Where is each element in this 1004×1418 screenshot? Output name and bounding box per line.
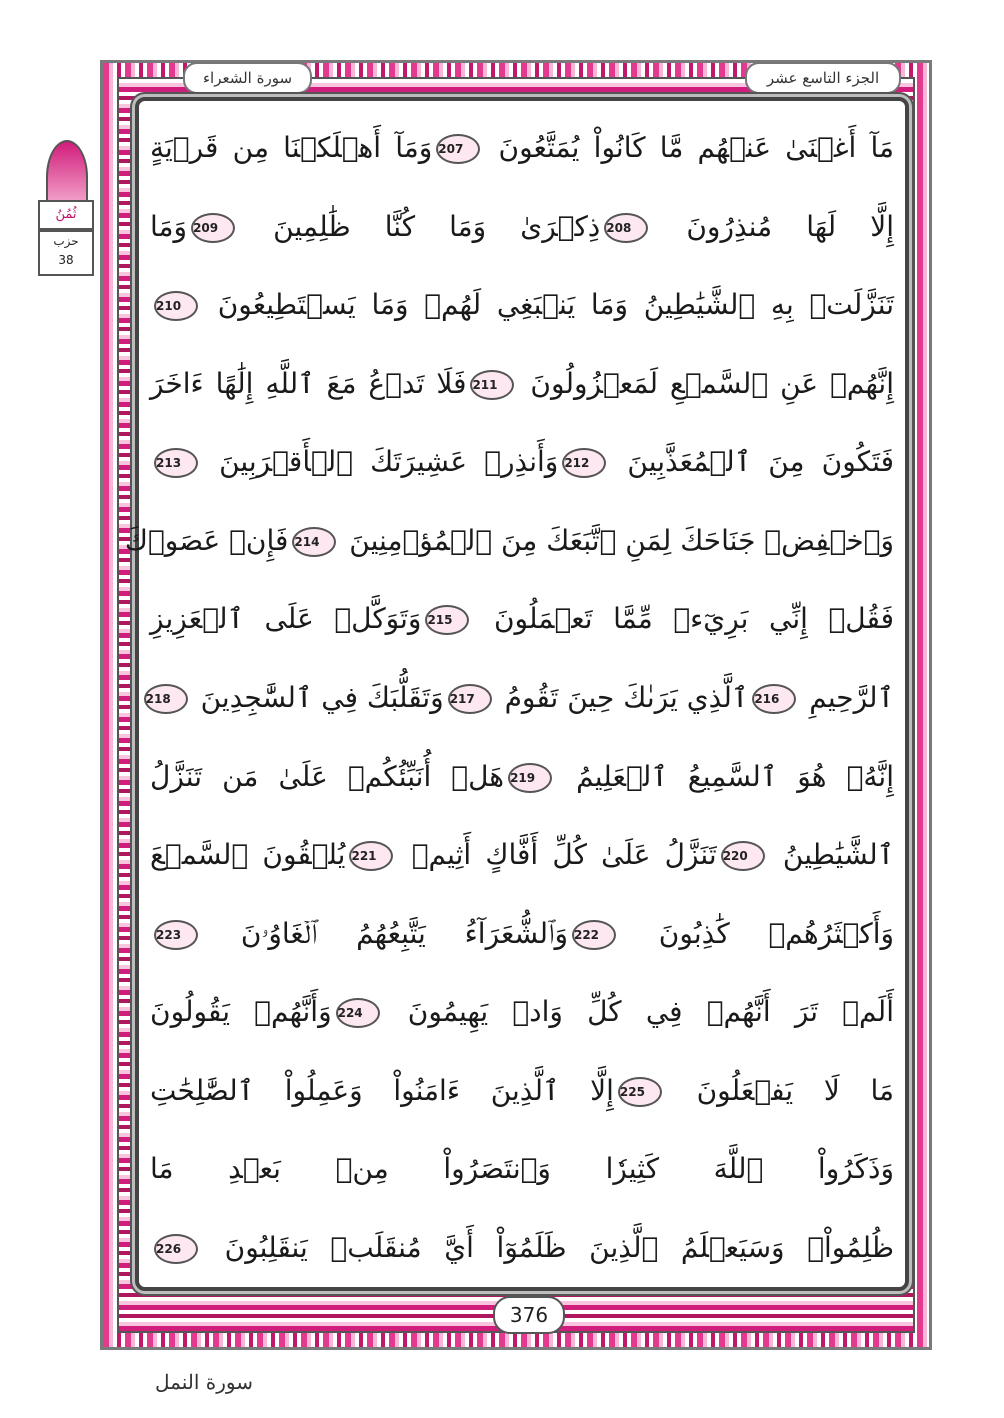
next-surah-catchword: سورة النمل xyxy=(155,1370,253,1394)
text-line xyxy=(150,354,894,414)
verse-text: تَنَزَّلَتۡ بِهِ ٱلشَّيَٰطِينُ وَمَا يَنۢبَغِي لَهُمۡ وَمَا يَسۡتَطِيعُونَ xyxy=(202,288,894,322)
verse-text: إِنَّهُمۡ عَنِ ٱلسَّمۡعِ لَمَعۡزُولُونَ xyxy=(518,366,894,400)
verse-text: فَتَكُونَ مِنَ ٱلۡمُعَذَّبِينَ xyxy=(610,445,894,479)
hizb-number: 38 xyxy=(58,253,74,267)
ayah-number-icon: 210 xyxy=(154,291,198,321)
ayah-number-icon: 215 xyxy=(425,605,469,635)
ayah-number-icon: 211 xyxy=(470,370,514,400)
text-line xyxy=(150,197,894,257)
text-line xyxy=(150,904,894,964)
verse-text: وَٱلشُّعَرَآءُ يَتَّبِعُهُمُ ٱلۡغَاوُۥنَ xyxy=(202,916,568,950)
verse-text: فَإِنۡ عَصَوۡكَ xyxy=(124,523,289,557)
text-line xyxy=(150,432,894,492)
verse-text: هَلۡ أُنَبِّئُكُمۡ عَلَىٰ مَن تَنَزَّلُ xyxy=(150,759,505,793)
ayah-number-icon: 207 xyxy=(436,134,480,164)
verse-text: تَنَزَّلُ عَلَىٰ كُلِّ أَفَّاكٍ أَثِيمٖ xyxy=(397,838,717,872)
juz-header: الجزء التاسع عشر xyxy=(745,62,901,94)
text-line xyxy=(145,668,894,728)
page-number: 376 xyxy=(493,1296,565,1334)
verse-text: وَمَا xyxy=(150,209,188,243)
verse-text: وَتَقَلُّبَكَ فِي ٱلسَّٰجِدِينَ xyxy=(191,680,444,714)
verse-text: يُلۡقُونَ ٱلسَّمۡعَ xyxy=(150,838,346,872)
verse-text: وَٱخۡفِضۡ جَنَاحَكَ لِمَنِ ٱتَّبَعَكَ مِنَ ٱلۡمُؤۡمِنِينَ xyxy=(340,523,894,557)
hizb-label: حزب xyxy=(53,234,79,248)
verse-text: ظُلِمُواْۗ وَسَيَعۡلَمُ ٱلَّذِينَ ظَلَمُوٓاْ أَيَّ مُنقَلَبٖ يَنقَلِبُونَ xyxy=(202,1230,894,1264)
verse-text: إِنَّهُۥ هُوَ ٱلسَّمِيعُ ٱلۡعَلِيمُ xyxy=(556,759,894,793)
verse-text: وَمَآ أَهۡلَكۡنَا مِن قَرۡيَةٍ xyxy=(150,131,433,164)
verse-text: ٱلَّذِي يَرَىٰكَ حِينَ تَقُومُ xyxy=(495,680,749,714)
verse-text: ٱلشَّيَٰطِينُ xyxy=(768,838,895,872)
ayah-number-icon: 217 xyxy=(448,684,492,714)
text-line xyxy=(150,825,894,885)
verse-text: وَأَكۡثَرُهُمۡ كَٰذِبُونَ xyxy=(619,916,894,950)
verse-text: فَلَا تَدۡعُ مَعَ ٱللَّهِ إِلَٰهًا ءَاخَرَ xyxy=(150,366,467,400)
surah-header: سورة الشعراء xyxy=(183,62,312,94)
ayah-number-icon: 212 xyxy=(562,448,606,478)
ayah-number-icon: 209 xyxy=(191,213,235,243)
ayah-number-icon: 218 xyxy=(144,684,188,714)
ayah-number-icon: 208 xyxy=(604,213,648,243)
text-line xyxy=(150,1139,894,1199)
verse-text: ٱلرَّحِيمِ xyxy=(800,680,894,714)
ayah-number-icon: 220 xyxy=(721,841,765,871)
verse-text: إِلَّا ٱلَّذِينَ ءَامَنُواْ وَعَمِلُواْ ٱلصَّٰلِحَٰتِ xyxy=(150,1073,614,1107)
ayah-number-icon: 223 xyxy=(154,920,198,950)
verse-text: وَأَنَّهُمۡ يَقُولُونَ xyxy=(150,995,332,1029)
text-line xyxy=(150,1061,894,1121)
ayah-number-icon: 226 xyxy=(154,1234,198,1264)
thumun-label: ثُمُنُ xyxy=(38,200,94,230)
verse-text: وَتَوَكَّلۡ عَلَى ٱلۡعَزِيزِ xyxy=(150,602,422,636)
verse-text: إِلَّا لَهَا مُنذِرُونَ xyxy=(652,209,895,243)
verse-text: وَأَنذِرۡ عَشِيرَتَكَ ٱلۡأَقۡرَبِينَ xyxy=(202,445,559,479)
verse-text: أَلَمۡ تَرَ أَنَّهُمۡ فِي كُلِّ وَادٖ يَهِيمُونَ xyxy=(383,995,894,1029)
quran-text-block xyxy=(124,118,895,1278)
hizb-marker xyxy=(28,140,100,290)
text-line xyxy=(150,589,894,649)
verse-text: ذِكۡرَىٰ وَمَا كُنَّا ظَٰلِمِينَ xyxy=(239,209,601,243)
text-line xyxy=(124,511,894,571)
verse-text: وَذَكَرُواْ ٱللَّهَ كَثِيرٗا وَٱنتَصَرُواْ مِنۢ بَعۡدِ مَا xyxy=(150,1152,894,1186)
verse-text: فَقُلۡ إِنِّي بَرِيٓءٞ مِّمَّا تَعۡمَلُونَ xyxy=(473,602,894,636)
ayah-number-icon: 224 xyxy=(336,998,380,1028)
ayah-number-icon: 221 xyxy=(349,841,393,871)
text-line xyxy=(150,1218,894,1278)
ayah-number-icon: 219 xyxy=(508,763,552,793)
text-line xyxy=(150,118,894,178)
ayah-number-icon: 225 xyxy=(618,1077,662,1107)
ayah-number-icon: 213 xyxy=(154,448,198,478)
text-line xyxy=(150,275,894,335)
hizb-box xyxy=(38,230,94,276)
ayah-number-icon: 222 xyxy=(572,920,616,950)
text-line xyxy=(150,747,894,807)
ayah-number-icon: 216 xyxy=(752,684,796,714)
ayah-number-icon: 214 xyxy=(292,527,336,557)
verse-text: مَآ أَغۡنَىٰ عَنۡهُم مَّا كَانُواْ يُمَتَّعُونَ xyxy=(484,131,894,164)
verse-text: مَا لَا يَفۡعَلُونَ xyxy=(665,1073,895,1107)
text-line xyxy=(150,982,894,1042)
